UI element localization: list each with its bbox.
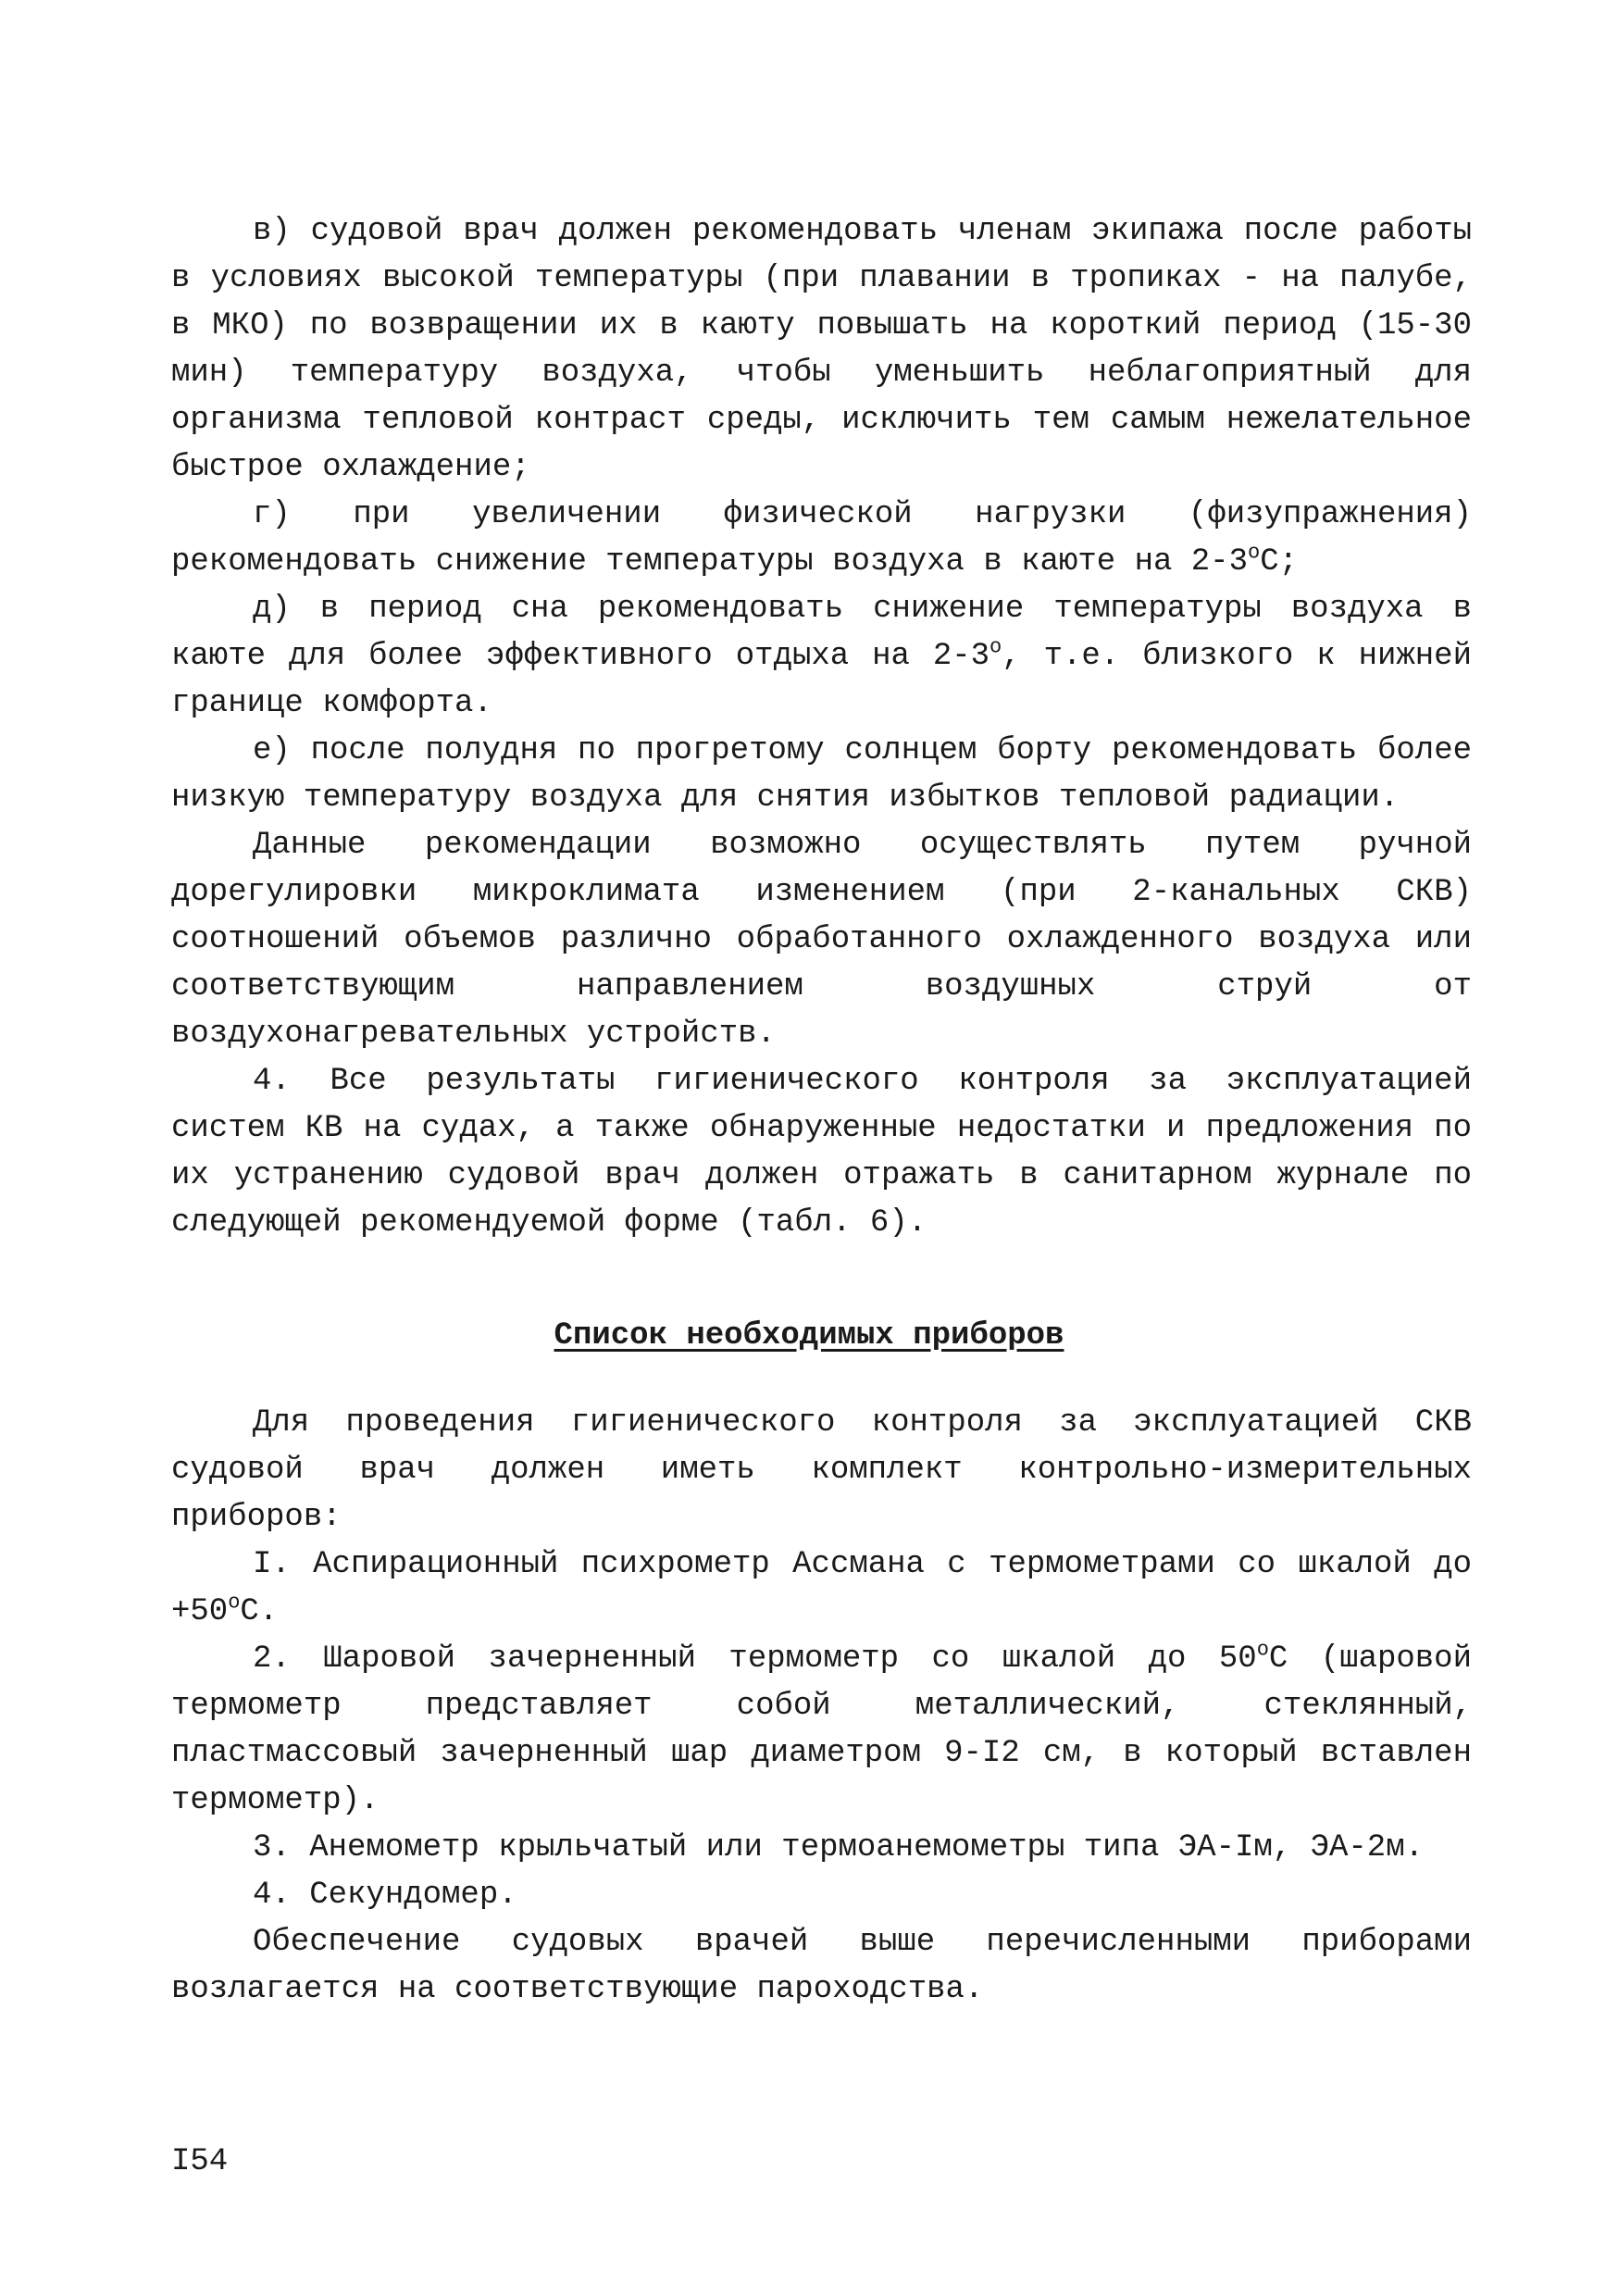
paragraph-recommendations-note: Данные рекомендации возможно осуществлять путем ручной дорегулировки микроклимата изменением (при 2-канальных СКВ) соотношений объемов различно обработанного охлажденного воздуха или соответствующим направлением воздушных струй от воздухонагревательных устройств. — [171, 828, 1472, 1052]
paragraph-v: в) судовой врач должен рекомендовать членам экипажа после работы в условиях высокой температуры (при плавании в тропиках - на палубе, в МКО) по возвращении их в каюту повышать на короткий период (15-30 мин) температуру воздуха, чтобы уменьшить неблагоприятный для организма тепловой контраст среды, исключить тем самым нежелательное быстрое охлаждение; — [171, 214, 1472, 485]
instrument-item-1-unit: С. — [240, 1594, 279, 1629]
paragraph-intro: Для проведения гигиенического контроля за эксплуатацией СКВ судовой врач должен иметь комплект контрольно-измерительных приборов: — [171, 1405, 1472, 1535]
paragraph-supply: Обеспечение судовых врачей выше перечисленными приборами возлагается на соответствующие пароходства. — [171, 1925, 1472, 2007]
instrument-item-1-text: I. Аспирационный психрометр Ассмана с термометрами со шкалой до +50 — [171, 1547, 1472, 1629]
section-heading-text: Список необходимых приборов — [554, 1318, 1064, 1354]
paragraph-g-unit: С; — [1260, 544, 1299, 580]
degree-sup: о — [228, 1591, 241, 1615]
paragraph-d — [171, 586, 1472, 728]
paragraph-g-text: г) при увеличении физической нагрузки (физупражнения) рекомендовать снижение температуры воздуха в каюте на 2-3 — [171, 497, 1472, 580]
paragraph-item-4: 4. Все результаты гигиенического контроля за эксплуатацией систем КВ на судах, а также обнаруженные недостатки и предложения по их устранению судовой врач должен отражать в санитарном журнале по следующей рекомендуемой форме (табл. 6). — [171, 1064, 1472, 1241]
instruments-block — [171, 1400, 1472, 2014]
page-number: I54 — [171, 2144, 229, 2179]
instrument-item-2-text: 2. Шаровой зачерненный термометр со шкалой до 50 — [253, 1641, 1257, 1677]
degree-sup: о — [989, 635, 1002, 659]
instrument-item-2-rest: С (шаровой термометр представляет собой металлический, стеклянный, пластмассовый зачерненный шар диаметром 9-I2 см, в который вставлен термометр). — [171, 1641, 1472, 1818]
section-heading — [0, 1313, 1618, 1360]
degree-sup: о — [1256, 1638, 1269, 1662]
instrument-item-1 — [171, 1541, 1472, 1636]
instrument-item-4: 4. Секундомер. — [253, 1878, 517, 1913]
degree-sup: о — [1248, 541, 1261, 565]
paragraph-d-text: д) в период сна рекомендовать снижение температуры воздуха в каюте для более эффективного отдыха на 2-3 — [171, 592, 1472, 674]
paragraph-d-rest: , т.е. близкого к нижней границе комфорта. — [171, 639, 1472, 721]
paragraph-g — [171, 492, 1472, 586]
instrument-item-3: 3. Анемометр крыльчатый или термоанемометры типа ЭА-Iм, ЭА-2м. — [253, 1830, 1425, 1866]
recommendations-block — [171, 208, 1472, 1247]
paragraph-e: е) после полудня по прогретому солнцем борту рекомендовать более низкую температуру воздуха для снятия избытков тепловой радиации. — [171, 733, 1472, 816]
instrument-item-2 — [171, 1636, 1472, 1825]
